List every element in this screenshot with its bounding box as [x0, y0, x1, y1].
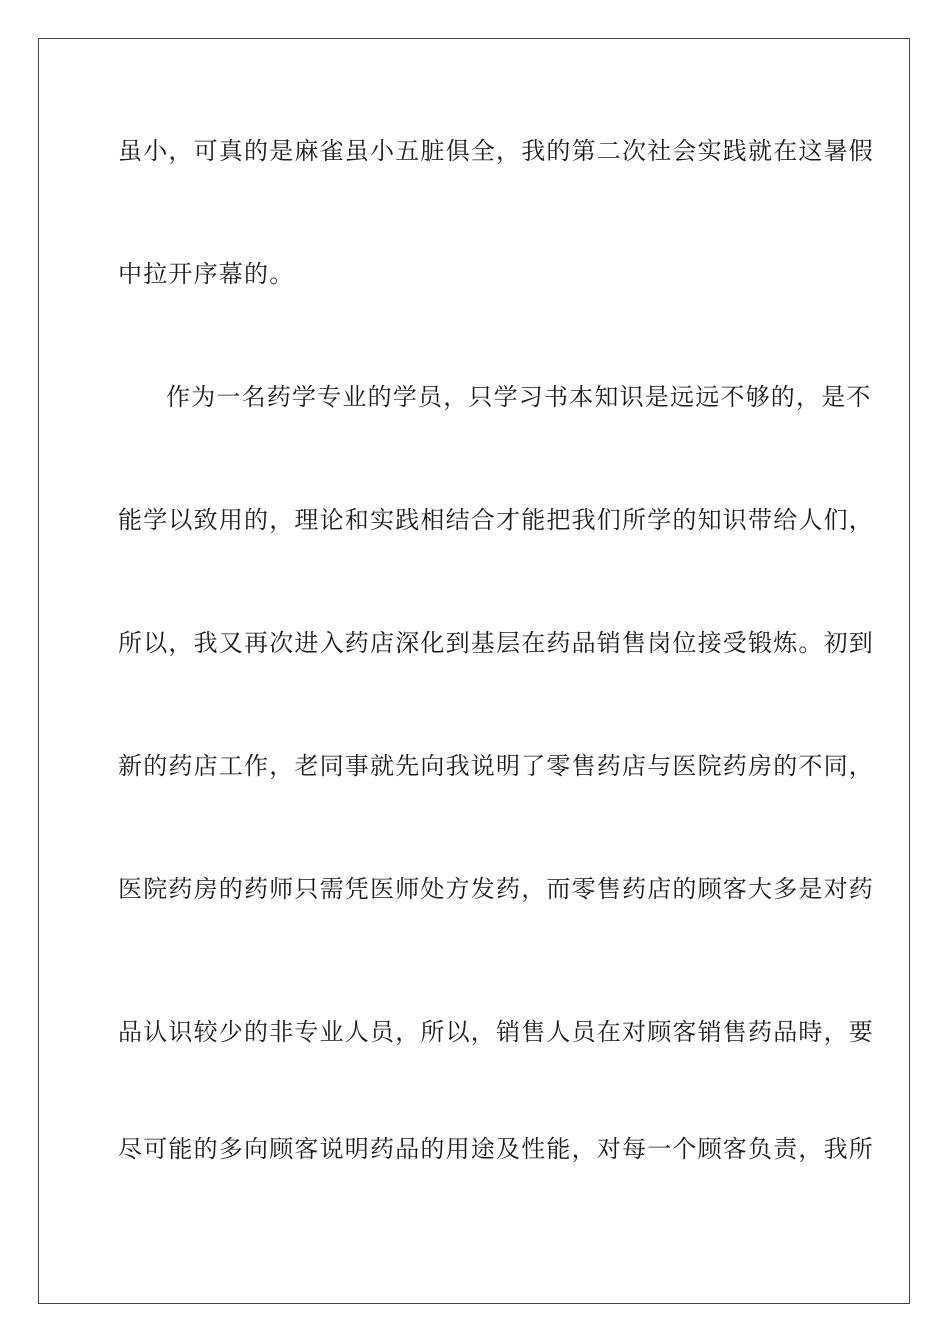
text-line: 医院药房的药师只需凭医师处方发药，而零售药店的顾客大多是对药	[118, 875, 874, 903]
text-line: 中拉开序幕的。	[118, 260, 295, 288]
text-line: 所以，我又再次进入药店深化到基层在药品销售岗位接受锻炼。初到	[118, 629, 874, 657]
text-line: 新的药店工作，老同事就先向我说明了零售药店与医院药房的不同，	[118, 752, 874, 780]
text-line: 虽小，可真的是麻雀虽小五脏俱全，我的第二次社会实践就在这暑假	[118, 137, 874, 165]
text-line: 尽可能的多向顾客说明药品的用途及性能，对每一个顾客负责，我所	[118, 1135, 874, 1163]
page-border	[38, 38, 910, 1304]
text-line: 能学以致用的，理论和实践相结合才能把我们所学的知识带给人们，	[118, 506, 874, 534]
paragraph-first-line: 作为一名药学专业的学员，只学习书本知识是远远不够的，是不	[166, 383, 872, 411]
text-line: 品认识较少的非专业人员，所以，销售人员在对顾客销售药品時，要	[118, 1018, 874, 1046]
